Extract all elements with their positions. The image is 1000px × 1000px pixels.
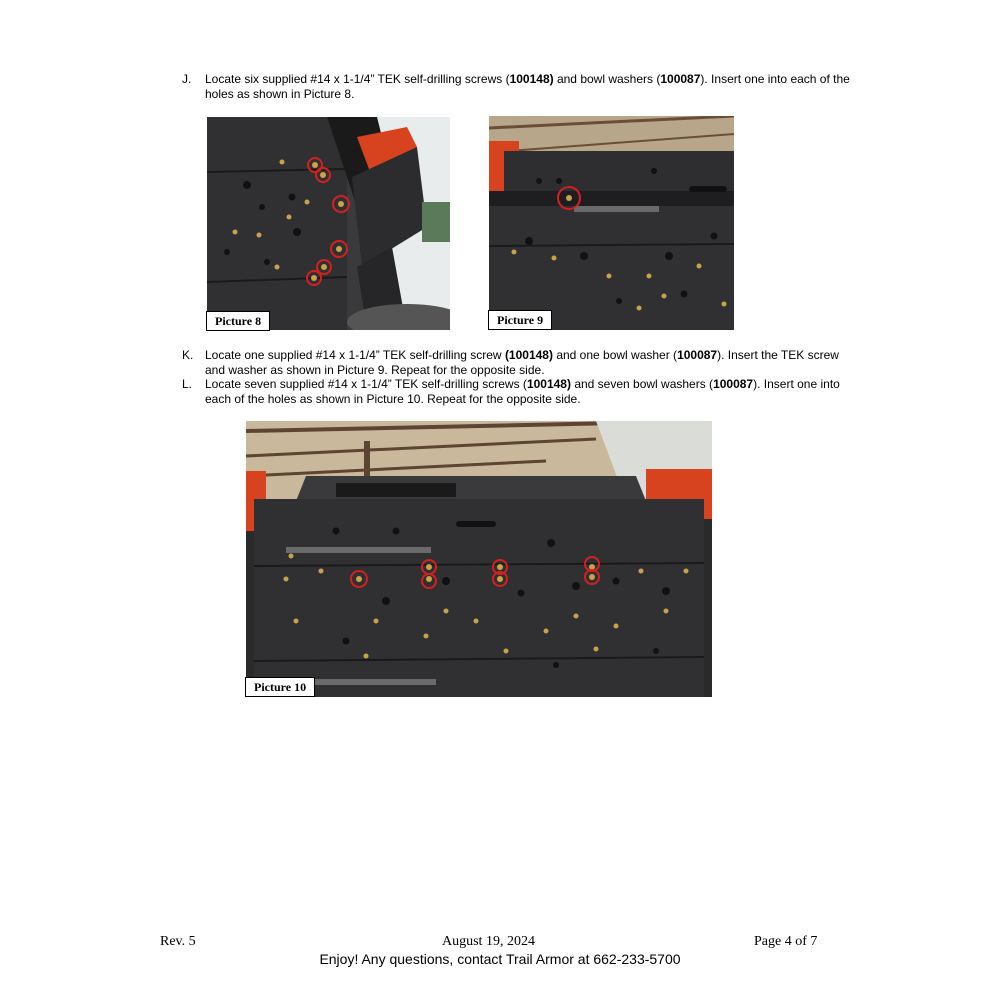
- step-text-segment: 100148): [526, 377, 571, 391]
- step-text-segment: 100087: [713, 377, 754, 391]
- step-text-segment: and one bowl washer (: [552, 348, 678, 362]
- footer-page-number: Page 4 of 7: [754, 934, 818, 949]
- picture-8-caption: Picture 8: [206, 311, 270, 331]
- picture-10-caption: Picture 10: [245, 677, 315, 697]
- step-text-segment: ). Insert one into each of the holes as shown in Picture 8.: [205, 72, 850, 101]
- step-text-segment: and bowl washers (: [553, 72, 661, 86]
- step-text-segment: 100087: [677, 348, 718, 362]
- step-k: [182, 348, 852, 377]
- step-j-letter: J.: [182, 72, 192, 86]
- step-text-segment: ). Insert one into each of the holes as shown in Picture 10. Repeat for the opposite side.: [205, 377, 840, 406]
- picture-9-illustration: [489, 116, 734, 330]
- picture-8-photo: [207, 117, 450, 330]
- step-text-segment: 100087: [660, 72, 701, 86]
- step-l-text: [205, 377, 852, 406]
- footer-revision: Rev. 5: [160, 934, 196, 949]
- picture-9-photo: [489, 116, 734, 330]
- step-text-segment: (100148): [504, 348, 553, 362]
- step-text-segment: and seven bowl washers (: [570, 377, 714, 391]
- footer-contact: Enjoy! Any questions, contact Trail Armor at 662-233-5700: [319, 951, 681, 967]
- step-text-segment: 100148): [509, 72, 554, 86]
- picture-9-caption: Picture 9: [488, 310, 552, 330]
- step-text-segment: Locate six supplied #14 x 1-1/4” TEK self-drilling screws (: [205, 72, 510, 86]
- picture-10-photo: [246, 421, 712, 697]
- step-text-segment: Locate seven supplied #14 x 1-1/4” TEK self-drilling screws (: [205, 377, 527, 391]
- picture-10-illustration: [246, 421, 712, 697]
- step-l: [182, 377, 852, 406]
- step-j: [182, 72, 852, 101]
- step-j-text: [205, 72, 852, 101]
- step-l-letter: L.: [182, 377, 193, 391]
- step-text-segment: ). Insert the TEK screw and washer as shown in Picture 9. Repeat for the opposite side.: [205, 348, 839, 377]
- step-k-letter: K.: [182, 348, 194, 362]
- picture-8-illustration: [207, 117, 450, 330]
- step-text-segment: Locate one supplied #14 x 1-1/4” TEK self-drilling screw: [205, 348, 505, 362]
- step-k-text: [205, 348, 852, 377]
- footer-date: August 19, 2024: [442, 934, 535, 949]
